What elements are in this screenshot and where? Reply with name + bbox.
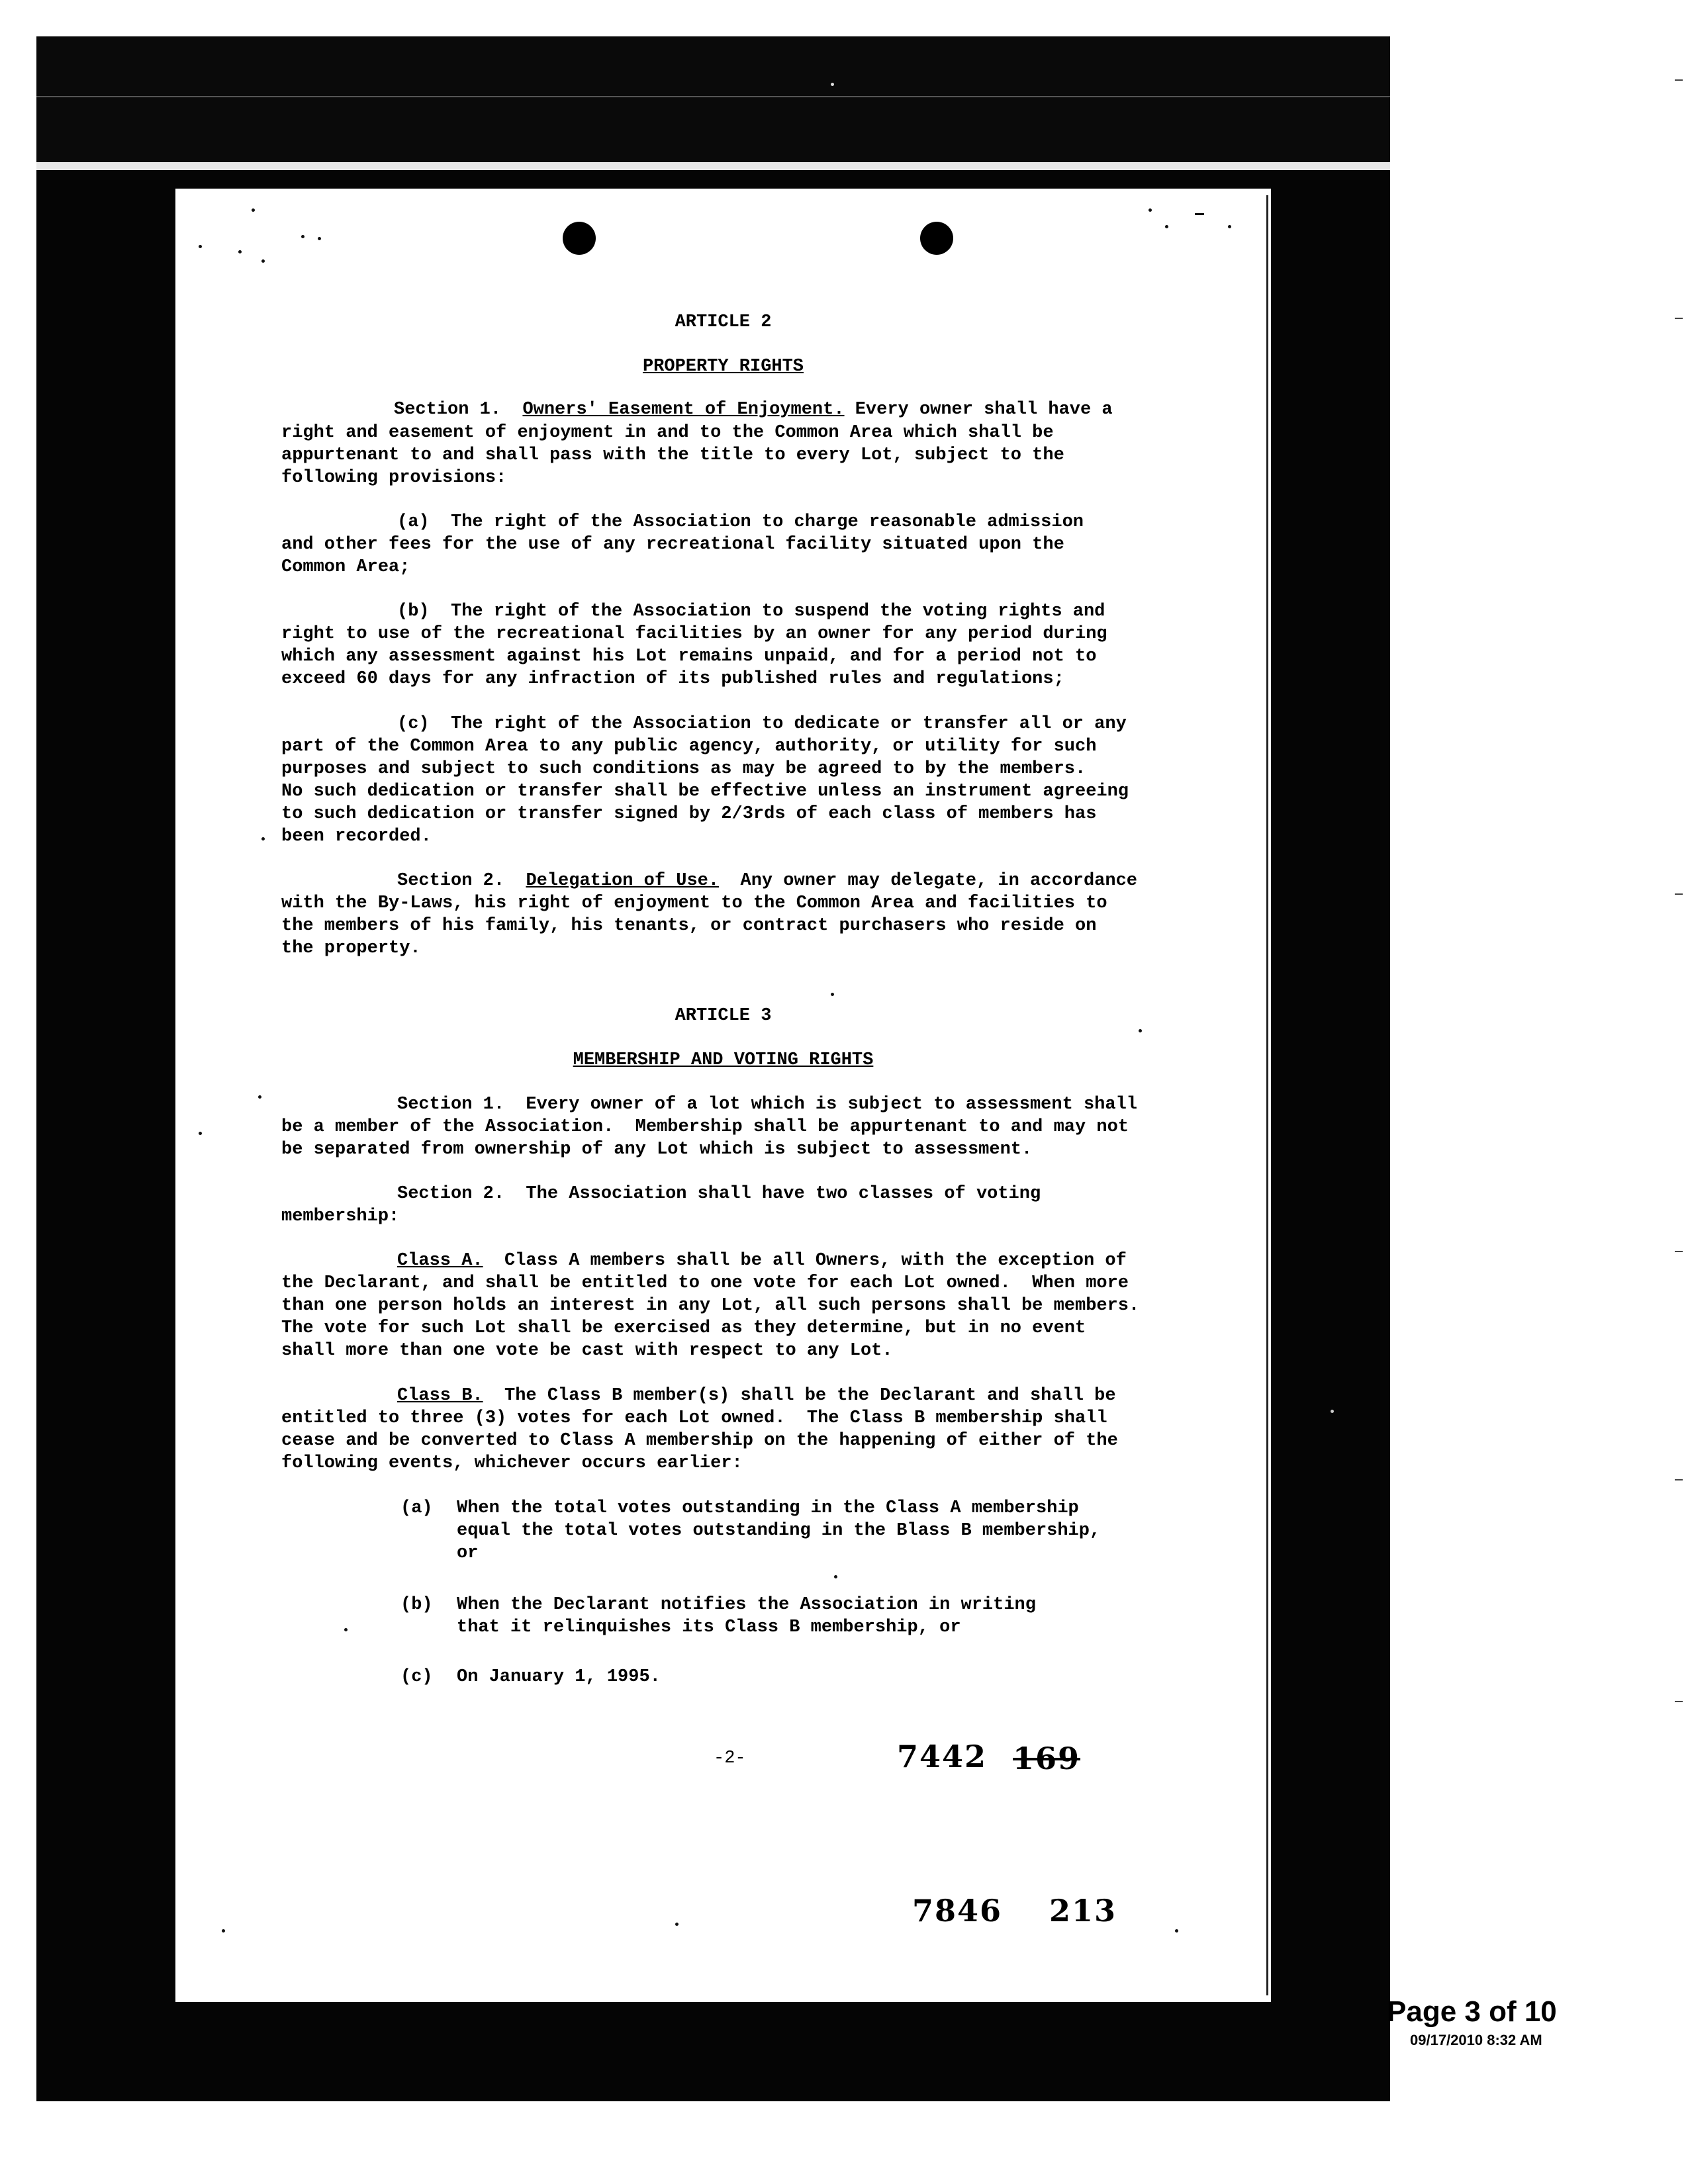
scan-speck <box>238 250 242 253</box>
paragraph-line: No such dedication or transfer shall be effective unless an instrument agreeing <box>281 782 1129 801</box>
scan-top-band <box>36 36 1390 165</box>
class-a-label: Class A. <box>397 1251 483 1271</box>
scan-speck <box>1331 1410 1334 1413</box>
recording-stamp-old-book: 7442 <box>897 1739 988 1774</box>
paragraph-line: The vote for such Lot shall be exercised as they determine, but in no event <box>281 1318 1086 1338</box>
article-3-title: MEMBERSHIP AND VOTING RIGHTS <box>573 1050 874 1070</box>
class-b-first-line <box>397 1385 1116 1407</box>
paragraph-line: part of the Common Area to any public agency, authority, or utility for such <box>281 737 1097 756</box>
paragraph-line: been recorded. <box>281 827 432 846</box>
scan-speck <box>834 1575 837 1578</box>
paragraph-line: Common Area; <box>281 557 410 577</box>
recording-stamp-page: 213 <box>1049 1893 1117 1929</box>
margin-tick <box>1675 318 1683 319</box>
paragraph-line: be a member of the Association. Membership shall be appurtenant to and may not <box>281 1117 1129 1137</box>
scan-speck <box>1228 225 1231 228</box>
paragraph-line: shall more than one vote be cast with respect to any Lot. <box>281 1341 893 1361</box>
section-text: Every owner shall have a <box>844 400 1113 420</box>
paragraph-line: the property. <box>281 938 421 958</box>
paragraph-line: following provisions: <box>281 468 507 488</box>
page-indicator: Page 3 of 10 <box>1387 1995 1557 2028</box>
scan-speck <box>261 259 265 263</box>
recording-stamp-book: 7846 <box>912 1893 1003 1929</box>
scan-speck <box>831 83 834 86</box>
paragraph-line: with the By-Laws, his right of enjoyment to the Common Area and facilities to <box>281 893 1107 913</box>
paragraph-line: (c) The right of the Association to dedicate or transfer all or any <box>397 714 1127 734</box>
list-item-line: When the Declarant notifies the Association in writing <box>457 1595 1036 1615</box>
margin-tick <box>1675 1479 1683 1480</box>
list-item-label: (c) <box>400 1667 433 1687</box>
paragraph-line: right and easement of enjoyment in and to the Common Area which shall be <box>281 423 1054 443</box>
list-item-label: (b) <box>400 1595 433 1615</box>
scan-speck <box>222 1929 225 1933</box>
page-edge-line <box>1266 195 1268 1995</box>
class-b-text: The Class B member(s) shall be the Declarant and shall be <box>483 1386 1116 1406</box>
paragraph-line: and other fees for the use of any recreational facility situated upon the <box>281 535 1064 555</box>
article-2-section-2-first-line <box>397 870 1137 892</box>
paragraph-line: cease and be converted to Class A membership on the happening of either of the <box>281 1431 1118 1451</box>
scan-speck <box>199 1132 202 1135</box>
list-item-line: that it relinquishes its Class B membership, or <box>457 1617 961 1637</box>
paragraph-line: membership: <box>281 1206 400 1226</box>
article-3-heading: ARTICLE 3 <box>675 1006 772 1026</box>
section-label: Section 1. <box>394 400 523 420</box>
class-b-label: Class B. <box>397 1386 483 1406</box>
paragraph-line: purposes and subject to such conditions as may be agreed to by the members. <box>281 759 1086 779</box>
scan-speck <box>258 1095 261 1099</box>
scan-band-gap <box>36 162 1390 170</box>
margin-tick <box>1675 1701 1683 1702</box>
paragraph-line: Section 2. The Association shall have two classes of voting <box>397 1184 1041 1204</box>
section-title: Delegation of Use. <box>526 871 720 891</box>
section-title: Owners' Easement of Enjoyment. <box>522 400 845 420</box>
margin-tick <box>1675 893 1683 895</box>
section-text: Any owner may delegate, in accordance <box>719 871 1137 891</box>
list-item-line: equal the total votes outstanding in the Blass B membership, <box>457 1521 1101 1541</box>
class-a-first-line <box>397 1250 1127 1272</box>
paragraph-line: be separated from ownership of any Lot which is subject to assessment. <box>281 1140 1033 1160</box>
paragraph-line: (a) The right of the Association to charge reasonable admission <box>397 512 1084 532</box>
scan-speck <box>261 837 265 841</box>
paragraph-line: than one person holds an interest in any Lot, all such persons shall be members. <box>281 1296 1140 1316</box>
class-a-text: Class A members shall be all Owners, with the exception of <box>483 1251 1127 1271</box>
paragraph-line: the members of his family, his tenants, or contract purchasers who reside on <box>281 916 1097 936</box>
scan-speck <box>1139 1029 1142 1032</box>
section-label: Section 2. <box>397 871 526 891</box>
article-2-section-1-first-line <box>394 398 1113 421</box>
margin-tick <box>1675 1251 1683 1252</box>
scan-speck <box>344 1628 348 1631</box>
scan-speck <box>252 208 255 212</box>
paragraph-line: right to use of the recreational facilities by an owner for any period during <box>281 624 1107 644</box>
scan-speck <box>1195 213 1204 215</box>
paragraph-line: which any assessment against his Lot remains unpaid, and for a period not to <box>281 647 1097 666</box>
scan-speck <box>675 1923 679 1926</box>
page-number-marker: -2- <box>714 1749 746 1768</box>
paragraph-line: following events, whichever occurs earlier: <box>281 1453 743 1473</box>
list-item-line: When the total votes outstanding in the Class A membership <box>457 1498 1079 1518</box>
print-timestamp: 09/17/2010 8:32 AM <box>1410 2032 1542 2048</box>
scan-speck <box>831 993 834 996</box>
paragraph-line: appurtenant to and shall pass with the title to every Lot, subject to the <box>281 445 1064 465</box>
scan-speck <box>318 237 321 240</box>
scan-speck <box>199 245 202 248</box>
punch-hole-left <box>563 222 596 255</box>
list-item-label: (a) <box>400 1498 433 1518</box>
scan-speck <box>1165 225 1168 228</box>
list-item-line: or <box>457 1543 479 1563</box>
scan-speck <box>1175 1929 1178 1933</box>
paragraph-line: exceed 60 days for any infraction of its published rules and regulations; <box>281 669 1064 689</box>
scan-band-line <box>36 96 1390 97</box>
paragraph-line: Section 1. Every owner of a lot which is subject to assessment shall <box>397 1095 1137 1115</box>
paragraph-line: to such dedication or transfer signed by 2/3rds of each class of members has <box>281 804 1097 824</box>
scan-speck <box>1149 208 1152 212</box>
recording-stamp-old-page: 169 <box>1013 1741 1081 1776</box>
list-item-line: On January 1, 1995. <box>457 1667 661 1687</box>
scan-speck <box>301 235 305 238</box>
paragraph-line: (b) The right of the Association to suspend the voting rights and <box>397 602 1105 621</box>
margin-tick <box>1675 79 1683 81</box>
article-2-heading: ARTICLE 2 <box>675 312 772 332</box>
paragraph-line: entitled to three (3) votes for each Lot owned. The Class B membership shall <box>281 1408 1107 1428</box>
paragraph-line: the Declarant, and shall be entitled to one vote for each Lot owned. When more <box>281 1273 1129 1293</box>
punch-hole-right <box>920 222 953 255</box>
article-2-title: PROPERTY RIGHTS <box>642 357 804 377</box>
